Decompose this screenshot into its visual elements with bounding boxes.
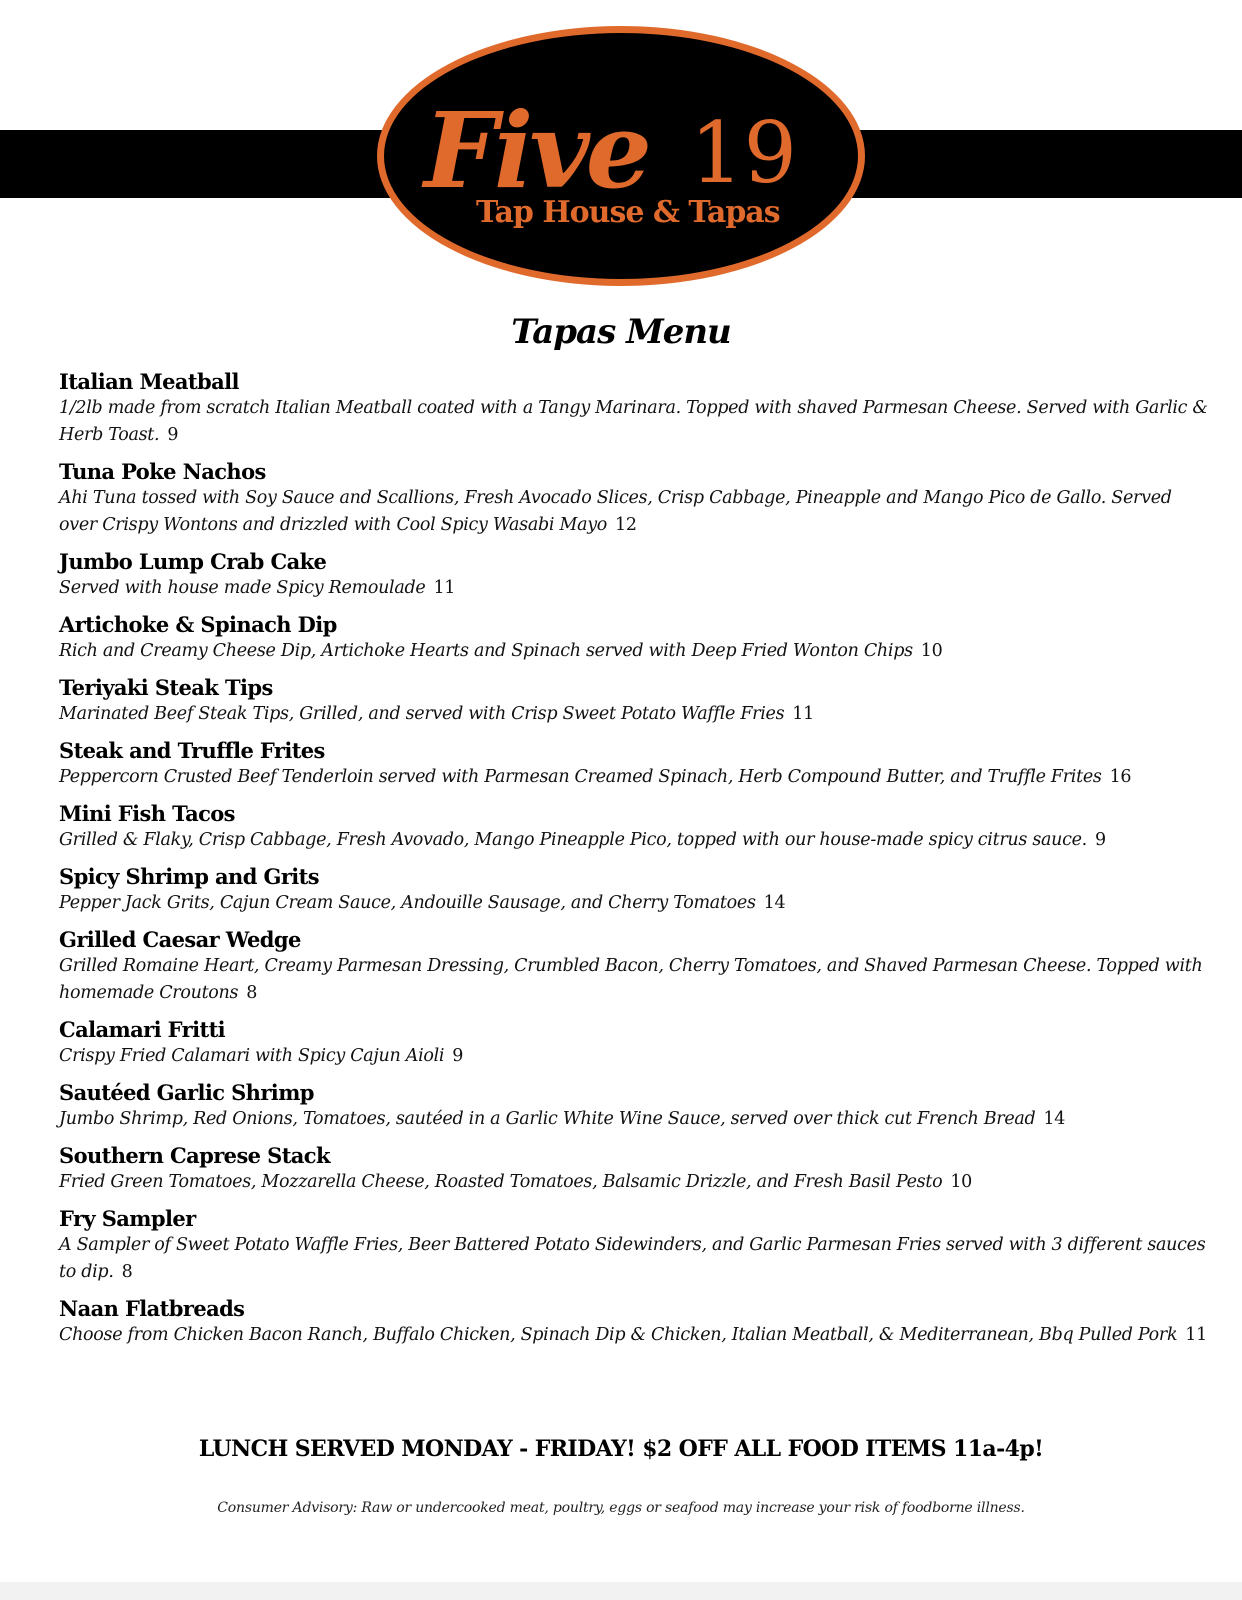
menu-item-name: Fry Sampler (59, 1206, 196, 1231)
menu-item-description-text: 1/2lb made from scratch Italian Meatball coated with a Tangy Marinara. Topped with shaved Parmesan Cheese. Served with Garlic & Herb Toast. (59, 398, 1208, 445)
menu-item-price: 14 (763, 893, 786, 913)
menu-item-description (59, 953, 1209, 1007)
menu-items-list (59, 368, 1209, 1358)
menu-item-description (59, 1043, 1209, 1070)
menu-item (59, 926, 1209, 1007)
menu-item-price: 10 (920, 641, 943, 661)
menu-item (59, 863, 1209, 917)
menu-item-description-text: Rich and Creamy Cheese Dip, Artichoke Hearts and Spinach served with Deep Fried Wonton Chips (59, 641, 913, 661)
logo-number: 19 (690, 104, 797, 202)
menu-item-price: 8 (246, 983, 258, 1003)
menu-item-description-text: Pepper Jack Grits, Cajun Cream Sauce, Andouille Sausage, and Cherry Tomatoes (59, 893, 756, 913)
lunch-special-banner: LUNCH SERVED MONDAY - FRIDAY! $2 OFF ALL FOOD ITEMS 11a-4p! (198, 1436, 1044, 1462)
menu-item (59, 1142, 1209, 1196)
menu-item-description-text: A Sampler of Sweet Potato Waffle Fries, Beer Battered Potato Sidewinders, and Garlic Parmesan Fries served with 3 different sauces to dip. (59, 1235, 1206, 1282)
menu-item (59, 611, 1209, 665)
menu-item-description-text: Ahi Tuna tossed with Soy Sauce and Scallions, Fresh Avocado Slices, Crisp Cabbage, Pineapple and Mango Pico de Gallo. Served over Crispy Wontons and drizzled with Cool Spicy Wasabi Mayo (59, 488, 1172, 535)
menu-item-description (59, 1322, 1209, 1349)
menu-item-description-text: Peppercorn Crusted Beef Tenderloin served with Parmesan Creamed Spinach, Herb Compound Butter, and Truffle Frites (59, 767, 1102, 787)
menu-item-description (59, 1106, 1209, 1133)
menu-item-description-text: Grilled Romaine Heart, Creamy Parmesan Dressing, Crumbled Bacon, Cherry Tomatoes, and Shaved Parmesan Cheese. Topped with homemade Croutons (59, 956, 1203, 1003)
menu-item-description-text: Marinated Beef Steak Tips, Grilled, and served with Crisp Sweet Potato Waffle Fries (59, 704, 785, 724)
menu-item (59, 458, 1209, 539)
menu-item-description (59, 764, 1209, 791)
menu-item-description-text: Grilled & Flaky, Crisp Cabbage, Fresh Avovado, Mango Pineapple Pico, topped with our house-made spicy citrus sauce. (59, 830, 1087, 850)
menu-item-description (59, 890, 1209, 917)
logo-word: Five (424, 89, 648, 212)
menu-item-price: 11 (433, 578, 456, 598)
menu-item-price: 9 (167, 425, 179, 445)
menu-item (59, 737, 1209, 791)
menu-item-description-text: Fried Green Tomatoes, Mozzarella Cheese, Roasted Tomatoes, Balsamic Drizzle, and Fresh Basil Pesto (59, 1172, 943, 1192)
menu-item-name: Jumbo Lump Crab Cake (59, 549, 327, 574)
menu-item-price: 11 (792, 704, 814, 724)
menu-item (59, 1079, 1209, 1133)
menu-item (59, 674, 1209, 728)
menu-item-price: 16 (1109, 767, 1132, 787)
menu-item (59, 368, 1209, 449)
menu-item-price: 10 (950, 1172, 973, 1192)
menu-item-name: Steak and Truffle Frites (59, 738, 325, 763)
menu-item (59, 1205, 1209, 1286)
menu-item-price: 8 (121, 1262, 133, 1282)
menu-item-name: Calamari Fritti (59, 1017, 226, 1042)
menu-item (59, 1016, 1209, 1070)
menu-item-price: 9 (1094, 830, 1106, 850)
menu-item-name: Sautéed Garlic Shrimp (59, 1080, 314, 1105)
menu-item-name: Grilled Caesar Wedge (59, 927, 301, 952)
menu-item-name: Teriyaki Steak Tips (59, 675, 273, 700)
menu-item-name: Tuna Poke Nachos (59, 459, 266, 484)
menu-item-name: Mini Fish Tacos (59, 801, 235, 826)
menu-item-price: 14 (1043, 1109, 1066, 1129)
menu-item (59, 1295, 1209, 1349)
menu-item-description-text: Crispy Fried Calamari with Spicy Cajun Aioli (59, 1046, 445, 1066)
menu-item-description (59, 575, 1209, 602)
menu-item-name: Naan Flatbreads (59, 1296, 245, 1321)
logo-tagline: Tap House & Tapas (476, 195, 780, 230)
menu-item-name: Artichoke & Spinach Dip (59, 612, 337, 637)
menu-item-name: Italian Meatball (59, 369, 239, 394)
menu-item-description (59, 1232, 1209, 1286)
five19-logo (372, 22, 870, 290)
menu-title: Tapas Menu (511, 312, 731, 352)
consumer-advisory: Consumer Advisory: Raw or undercooked meat, poultry, eggs or seafood may increase your risk of foodborne illness. (217, 1500, 1025, 1516)
menu-item-description (59, 638, 1209, 665)
menu-item-description (59, 485, 1209, 539)
menu-item-name: Southern Caprese Stack (59, 1143, 330, 1168)
menu-item-description (59, 827, 1209, 854)
menu-item-description-text: Jumbo Shrimp, Red Onions, Tomatoes, sautéed in a Garlic White Wine Sauce, served over thick cut French Bread (59, 1109, 1036, 1129)
menu-item (59, 548, 1209, 602)
menu-item-name: Spicy Shrimp and Grits (59, 864, 319, 889)
menu-item-price: 12 (615, 515, 637, 535)
menu-item-description (59, 395, 1209, 449)
menu-item-description (59, 1169, 1209, 1196)
menu-item-price: 9 (452, 1046, 464, 1066)
menu-item (59, 800, 1209, 854)
menu-item-price: 11 (1185, 1325, 1207, 1345)
menu-item-description (59, 701, 1209, 728)
menu-item-description-text: Served with house made Spicy Remoulade (59, 578, 426, 598)
menu-item-description-text: Choose from Chicken Bacon Ranch, Buffalo Chicken, Spinach Dip & Chicken, Italian Meatball, & Mediterranean, Bbq Pulled Pork (59, 1325, 1178, 1345)
